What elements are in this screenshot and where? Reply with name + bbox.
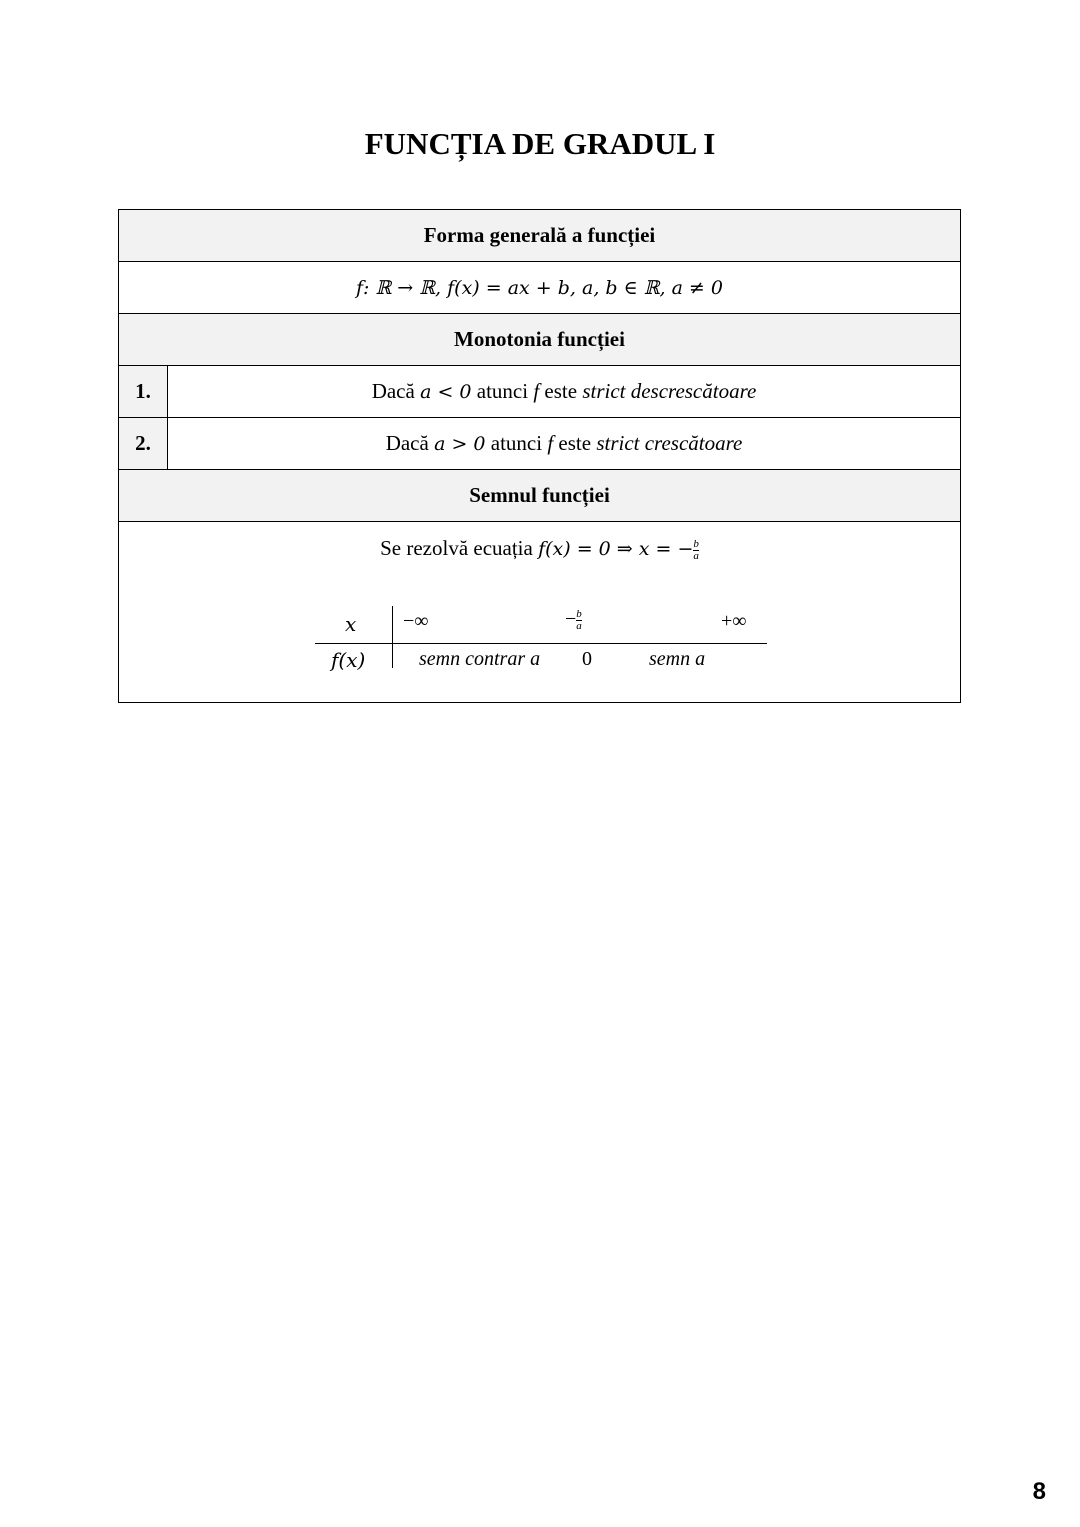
fraction: $\frac{b}{a}$	[693, 537, 699, 562]
general-form-header: Forma generală a funcției	[119, 210, 960, 262]
x-label: x	[345, 612, 357, 636]
left-sign: semn contrar a	[419, 648, 541, 670]
text: Se rezolvă ecuația	[380, 536, 533, 560]
text: atunci	[490, 431, 543, 455]
result: strict crescătoare	[596, 431, 743, 455]
text: este	[558, 431, 592, 455]
monotony-item	[119, 366, 960, 418]
zero: 0	[582, 648, 592, 670]
result: strict descrescătoare	[582, 379, 757, 403]
monotony-item	[119, 418, 960, 470]
sign-header: Semnul funcției	[119, 470, 960, 522]
equation: f(x) = 0 ⇒ x = −	[538, 538, 694, 560]
condition: a < 0	[420, 381, 472, 403]
item-number: 2.	[119, 418, 168, 469]
text: Dacă	[385, 431, 429, 455]
minus-infinity: −∞	[403, 610, 429, 632]
page-number: 8	[1032, 1478, 1046, 1505]
condition: a > 0	[434, 433, 486, 455]
item-number: 1.	[119, 366, 168, 417]
text: Dacă	[371, 379, 415, 403]
root: − $\frac{b}{a}$	[565, 607, 582, 632]
plus-infinity: +∞	[721, 610, 747, 632]
sign-section	[119, 522, 960, 702]
text: este	[544, 379, 578, 403]
monotony-header: Monotonia funcției	[119, 314, 960, 366]
function-symbol: f	[547, 431, 554, 455]
sign-equation	[119, 536, 960, 562]
text: atunci	[476, 379, 529, 403]
function-table	[118, 209, 961, 703]
function-symbol: f	[533, 379, 540, 403]
page-title: FUNCȚIA DE GRADUL I	[364, 126, 716, 161]
sign-table	[315, 606, 767, 686]
fx-label: f(x)	[331, 648, 366, 672]
general-form-formula: f: ℝ → ℝ, f(x) = ax + b, a, b ∈ ℝ, a ≠ 0	[119, 262, 960, 314]
right-sign: semn a	[649, 648, 706, 670]
